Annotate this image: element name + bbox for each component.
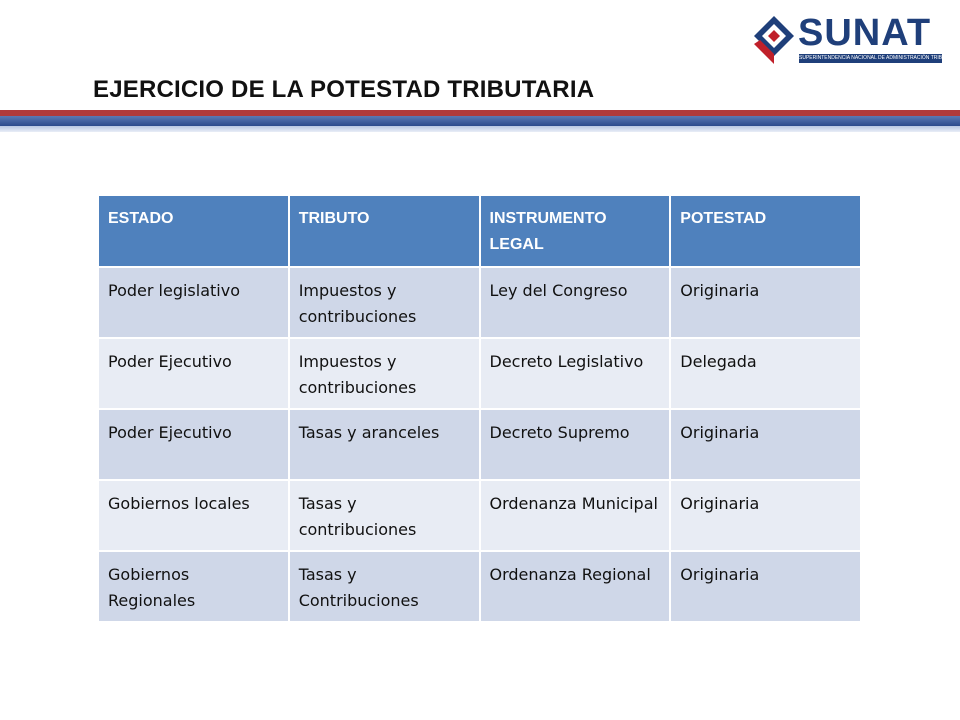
page-title: EJERCICIO DE LA POTESTAD TRIBUTARIA <box>93 76 595 103</box>
table-cell: Decreto Legislativo <box>480 338 671 409</box>
logo-wordmark: SUNAT <box>798 12 932 54</box>
table-cell: Tasas y Contribuciones <box>289 551 480 622</box>
table-cell: Gobiernos Regionales <box>98 551 289 622</box>
table-cell: Originaria <box>670 267 861 338</box>
table-cell: Decreto Supremo <box>480 409 671 480</box>
column-header: POTESTAD <box>670 195 861 267</box>
table-cell: Poder legislativo <box>98 267 289 338</box>
table-row <box>98 551 861 622</box>
table-row <box>98 409 861 480</box>
sunat-logo <box>752 10 960 70</box>
table-header-row <box>98 195 861 267</box>
column-header: TRIBUTO <box>289 195 480 267</box>
table-cell: Impuestos y contribuciones <box>289 338 480 409</box>
table-row <box>98 267 861 338</box>
logo-subtitle: SUPERINTENDENCIA NACIONAL DE ADMINISTRACIÓN TRIBUTARIA <box>799 55 960 61</box>
table-cell: Tasas y aranceles <box>289 409 480 480</box>
column-header: INSTRUMENTO LEGAL <box>480 195 671 267</box>
header-rule-blue <box>0 116 960 126</box>
table-cell: Ley del Congreso <box>480 267 671 338</box>
table-cell: Ordenanza Regional <box>480 551 671 622</box>
table-cell: Ordenanza Municipal <box>480 480 671 551</box>
sunat-emblem-icon <box>752 14 796 66</box>
table-cell: Impuestos y contribuciones <box>289 267 480 338</box>
column-header: ESTADO <box>98 195 289 267</box>
table-cell: Originaria <box>670 409 861 480</box>
table-row <box>98 480 861 551</box>
table-cell: Delegada <box>670 338 861 409</box>
header-rule-light <box>0 126 960 132</box>
table-cell: Gobiernos locales <box>98 480 289 551</box>
table-row <box>98 338 861 409</box>
table-cell: Originaria <box>670 480 861 551</box>
potestad-table <box>97 194 862 623</box>
table-cell: Poder Ejecutivo <box>98 409 289 480</box>
table-cell: Originaria <box>670 551 861 622</box>
table-cell: Tasas y contribuciones <box>289 480 480 551</box>
table-cell: Poder Ejecutivo <box>98 338 289 409</box>
